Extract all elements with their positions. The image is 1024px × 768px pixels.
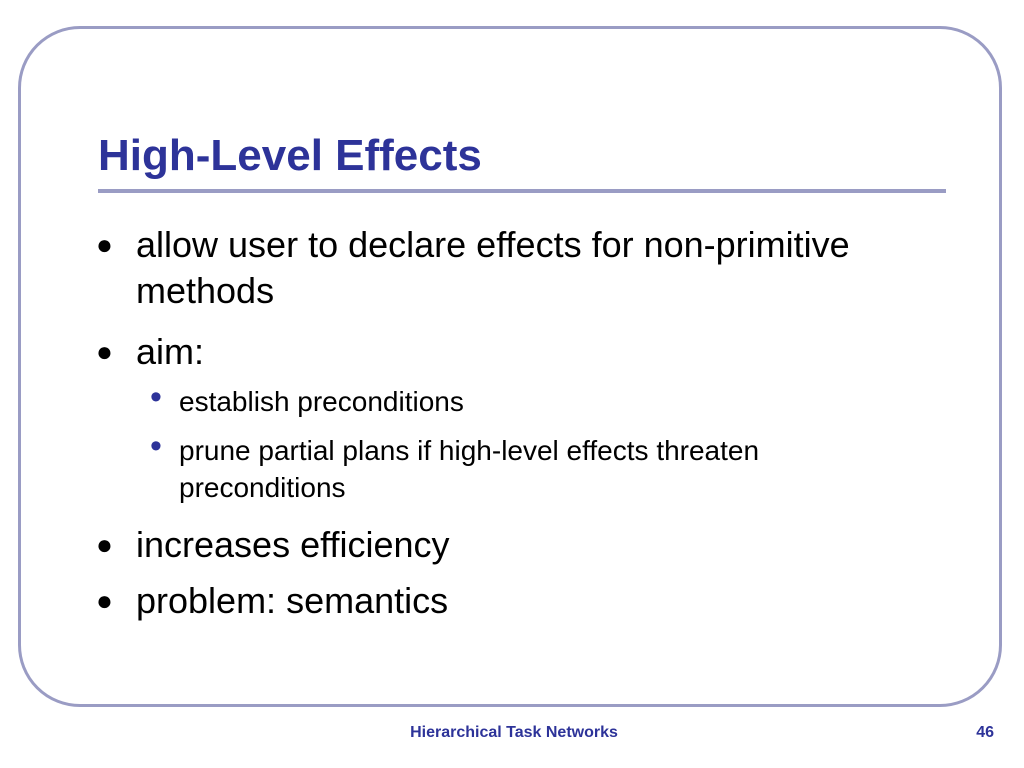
bullet-text: problem: semantics	[136, 580, 449, 621]
sub-bullet-icon: •	[150, 427, 162, 465]
bullet-item	[96, 329, 876, 375]
bullet-icon: ●	[96, 229, 113, 260]
slide-title: High-Level Effects	[98, 131, 482, 180]
page-number: 46	[976, 724, 994, 741]
bullet-item	[96, 222, 876, 314]
bullet-text: increases efficiency	[136, 524, 450, 565]
sub-bullet-item	[150, 427, 850, 506]
bullet-item	[96, 522, 876, 568]
sub-bullet-item	[150, 378, 850, 420]
bullet-icon: ●	[96, 336, 113, 367]
footer-label: Hierarchical Task Networks	[410, 724, 618, 741]
bullet-item	[96, 578, 876, 624]
sub-bullet-text: prune partial plans if high-level effects threaten preconditions	[179, 435, 760, 503]
title-underline	[98, 189, 946, 193]
bullet-text: allow user to declare effects for non-primitive methods	[136, 224, 850, 311]
bullet-icon: ●	[96, 529, 113, 560]
sub-bullet-text: establish preconditions	[179, 386, 464, 417]
sub-bullet-icon: •	[150, 378, 162, 416]
bullet-text: aim:	[136, 331, 205, 372]
bullet-icon: ●	[96, 585, 113, 616]
